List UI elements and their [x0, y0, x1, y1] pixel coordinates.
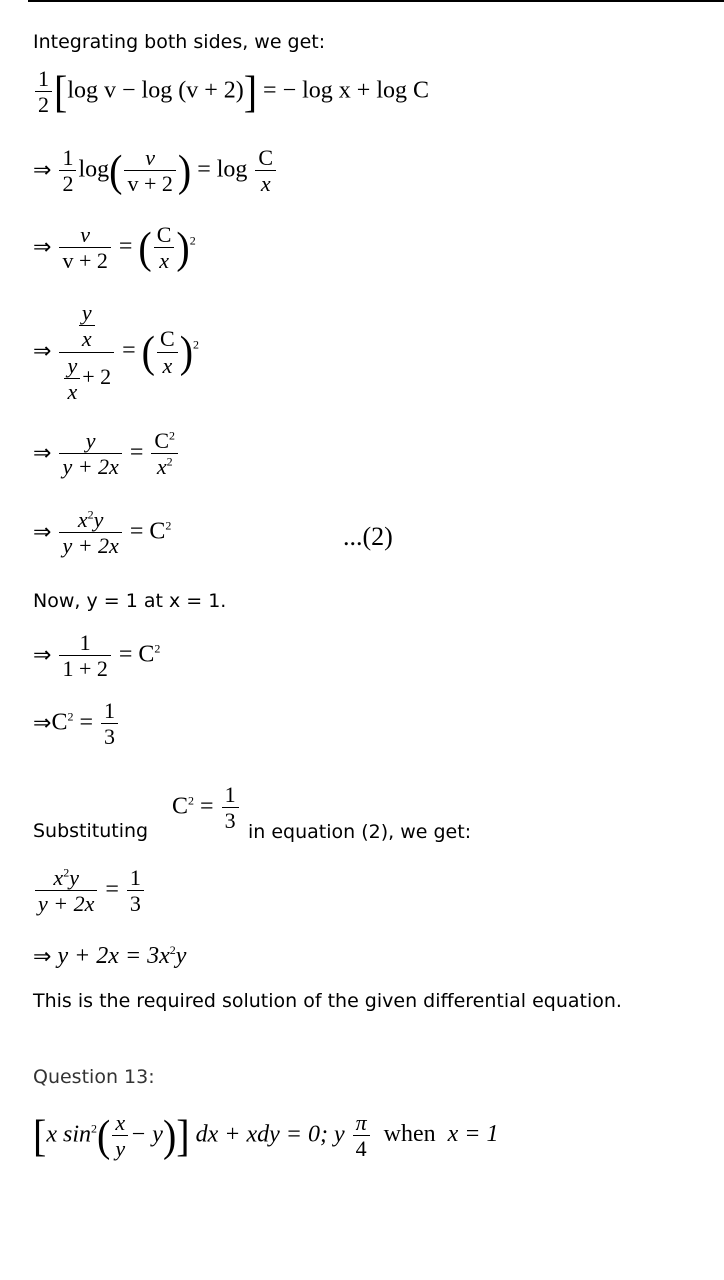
y-over-y-plus-2x: $\frac{y}{y + 2x}$ [59, 428, 121, 480]
x-sin: x sin [46, 1121, 91, 1148]
question-condition: x = 1 [447, 1121, 499, 1148]
equation-number: ...(2) [343, 522, 393, 551]
y-over-x: $\frac{y}{x}$ [79, 300, 95, 352]
log-word: log [78, 156, 110, 183]
minus-y: − y [130, 1121, 163, 1148]
subst-one-third: $\frac{1}{3}$ [222, 782, 239, 834]
c-power-8: 2 [67, 709, 74, 724]
half-fraction: $\frac{1}{2}$ [35, 66, 52, 118]
square-power-4: 2 [193, 337, 200, 352]
x2y-over-y-plus-2x-b: $\frac{x^2y}{y + 2x}$ [35, 865, 97, 917]
equation-step-6 [33, 507, 171, 559]
equation-step-2: ⇒ $\frac{1}{2}$ log( $\frac{v}{v + 2}$ ) = log $\frac{C}{x}$ [33, 145, 278, 197]
inline-c2-one-third: $C^2$ = $\frac{1}{3}$ [172, 782, 241, 834]
v-over-v-plus-2: $\frac{v}{v + 2}$ [124, 145, 175, 197]
implies-arrow-6: ⇒ [33, 642, 52, 668]
c-power: 2 [165, 518, 172, 533]
implies-arrow-8: ⇒ [33, 944, 52, 970]
square-power: 2 [189, 233, 196, 248]
equation-step-1: $\frac{1}{2}$ [log v − log (v + 2)] = − log x + log C [33, 66, 429, 118]
equation-step-9 [33, 865, 146, 917]
in-equation-text: in equation (2), we get: [248, 821, 472, 843]
implies-arrow-7: ⇒ [33, 710, 52, 736]
implies-arrow-2: ⇒ [33, 234, 52, 260]
c2-over-x2: $\frac{C^2}{x^2}$ [151, 428, 178, 480]
equation-step-8 [33, 698, 120, 750]
y-over-x-den: $\frac{y}{x}$ [64, 353, 80, 405]
equals-sign-9: = [105, 876, 119, 903]
equals-log: = log [197, 156, 248, 183]
question-rest: dx + xdy = 0; y [195, 1121, 345, 1148]
pi-over-four: $\frac{\pi}{4}$ [353, 1110, 370, 1162]
step1-rhs: = − log x + log C [263, 77, 429, 104]
conclusion-text: This is the required solution of the given differential equation. [33, 990, 622, 1012]
implies-arrow-3: ⇒ [33, 339, 52, 365]
c-over-x: $\frac{C}{x}$ [255, 145, 276, 197]
compound-fraction: $\frac{y}{x}$ $\frac{y}{x}$ + 2 [59, 300, 114, 404]
c-over-x-b: $\frac{C}{x}$ [154, 222, 175, 274]
equation-step-5 [33, 428, 180, 480]
equals-sign-4: = [122, 337, 136, 364]
equals-sign-5: = [129, 439, 144, 466]
implies-arrow-5: ⇒ [33, 519, 52, 545]
half-fraction-2: $\frac{1}{2}$ [59, 145, 76, 197]
implies-arrow-4: ⇒ [33, 440, 52, 466]
equals-c: = C [129, 518, 166, 545]
one-over-one-plus-two: $\frac{1}{1 + 2}$ [59, 630, 110, 682]
bracket-content: log v − log (v + 2) [67, 77, 244, 104]
equals-sign: = [118, 233, 133, 260]
equation-step-3: ⇒ $\frac{v}{v + 2}$ = ( $\frac{C}{x}$ )$^2$ [33, 222, 196, 274]
c-power-7: 2 [154, 641, 161, 656]
question-equation: [x $\sin^2$( $\frac{x}{y}$ − y)] dx + xdy = 0; y $\frac{\pi}{4}$ when x = 1 [33, 1110, 499, 1162]
equals-c-7: = C [118, 641, 155, 668]
equation-step-4: ⇒ $\frac{y}{x}$ $\frac{y}{x}$ + 2 = ( $\frac{C}{x}$ )$^2$ [33, 300, 200, 404]
condition-text: Now, y = 1 at x = 1. [33, 590, 227, 612]
when-word: when [383, 1121, 436, 1148]
intro-text: Integrating both sides, we get: [33, 31, 326, 53]
x-over-y: $\frac{x}{y}$ [112, 1110, 128, 1162]
equation-step-7 [33, 630, 160, 682]
v-over-v-plus-2-b: $\frac{v}{v + 2}$ [59, 222, 110, 274]
top-divider [28, 0, 724, 2]
question-label: Question 13: [33, 1066, 155, 1088]
c-over-x-c: $\frac{C}{x}$ [157, 326, 178, 378]
one-third-b: $\frac{1}{3}$ [127, 865, 144, 917]
x2y-over-y-plus-2x: $\frac{x^2y}{y + 2x}$ [59, 507, 121, 559]
equals-sign-8: = [79, 709, 93, 736]
substituting-text: Substituting [33, 820, 149, 842]
implies-arrow-1: ⇒ [33, 157, 52, 183]
c-symbol: C [51, 709, 68, 736]
equation-step-10: ⇒ $y + 2x = 3x^2y$ [33, 943, 187, 970]
one-third: $\frac{1}{3}$ [101, 698, 118, 750]
final-equation: y + 2x = 3x [57, 943, 170, 969]
